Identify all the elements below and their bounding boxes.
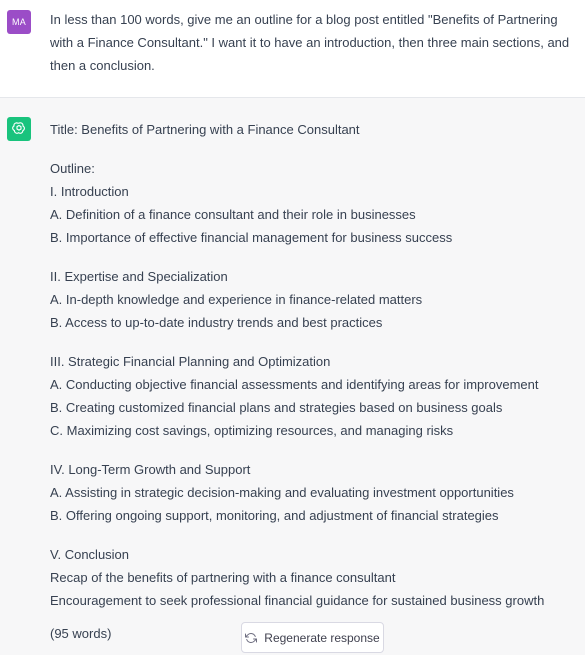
outline-label: Outline: [50,161,95,176]
section-heading: V. Conclusion [50,547,130,562]
outline-section-4 [50,458,582,527]
section-item: B. Creating customized financial plans and strategies based on business goals [50,400,503,415]
section-item: B. Offering ongoing support, monitoring, and adjustment of financial strategies [50,508,499,523]
refresh-icon [245,632,257,644]
regenerate-response-label: Regenerate response [264,630,380,645]
section-heading: III. Strategic Financial Planning and Optimization [50,354,331,369]
outline-section-1 [50,180,582,249]
section-item: A. Conducting objective financial assessments and identifying areas for improvement [50,377,539,392]
section-heading: I. Introduction [50,184,129,199]
word-count: (95 words) [50,626,112,641]
user-message-text: In less than 100 words, give me an outline for a blog post entitled "Benefits of Partnering with a Finance Consultant." I want it to have an introduction, then three main sections, and then a conclusion. [50,12,570,73]
outline-section-5 [50,543,582,612]
section-item: Encouragement to seek professional financial guidance for sustained business growth [50,593,545,608]
outline-section-2 [50,265,582,334]
assistant-message-body [50,118,582,612]
section-heading: IV. Long-Term Growth and Support [50,462,251,477]
response-title: Title: Benefits of Partnering with a Finance Consultant [50,122,360,137]
section-item: A. In-depth knowledge and experience in finance-related matters [50,292,423,307]
section-item: B. Importance of effective financial management for business success [50,230,453,245]
regenerate-response-button[interactable] [241,622,384,653]
user-avatar: MA [7,10,31,34]
section-item: A. Definition of a finance consultant and their role in businesses [50,207,416,222]
assistant-message [0,98,585,655]
outline-section-3 [50,350,582,442]
user-message [0,0,585,98]
section-item: Recap of the benefits of partnering with a finance consultant [50,570,396,585]
section-item: C. Maximizing cost savings, optimizing resources, and managing risks [50,423,454,438]
section-item: B. Access to up-to-date industry trends and best practices [50,315,383,330]
openai-logo-icon [7,117,31,141]
section-heading: II. Expertise and Specialization [50,269,228,284]
section-item: A. Assisting in strategic decision-making and evaluating investment opportunities [50,485,514,500]
